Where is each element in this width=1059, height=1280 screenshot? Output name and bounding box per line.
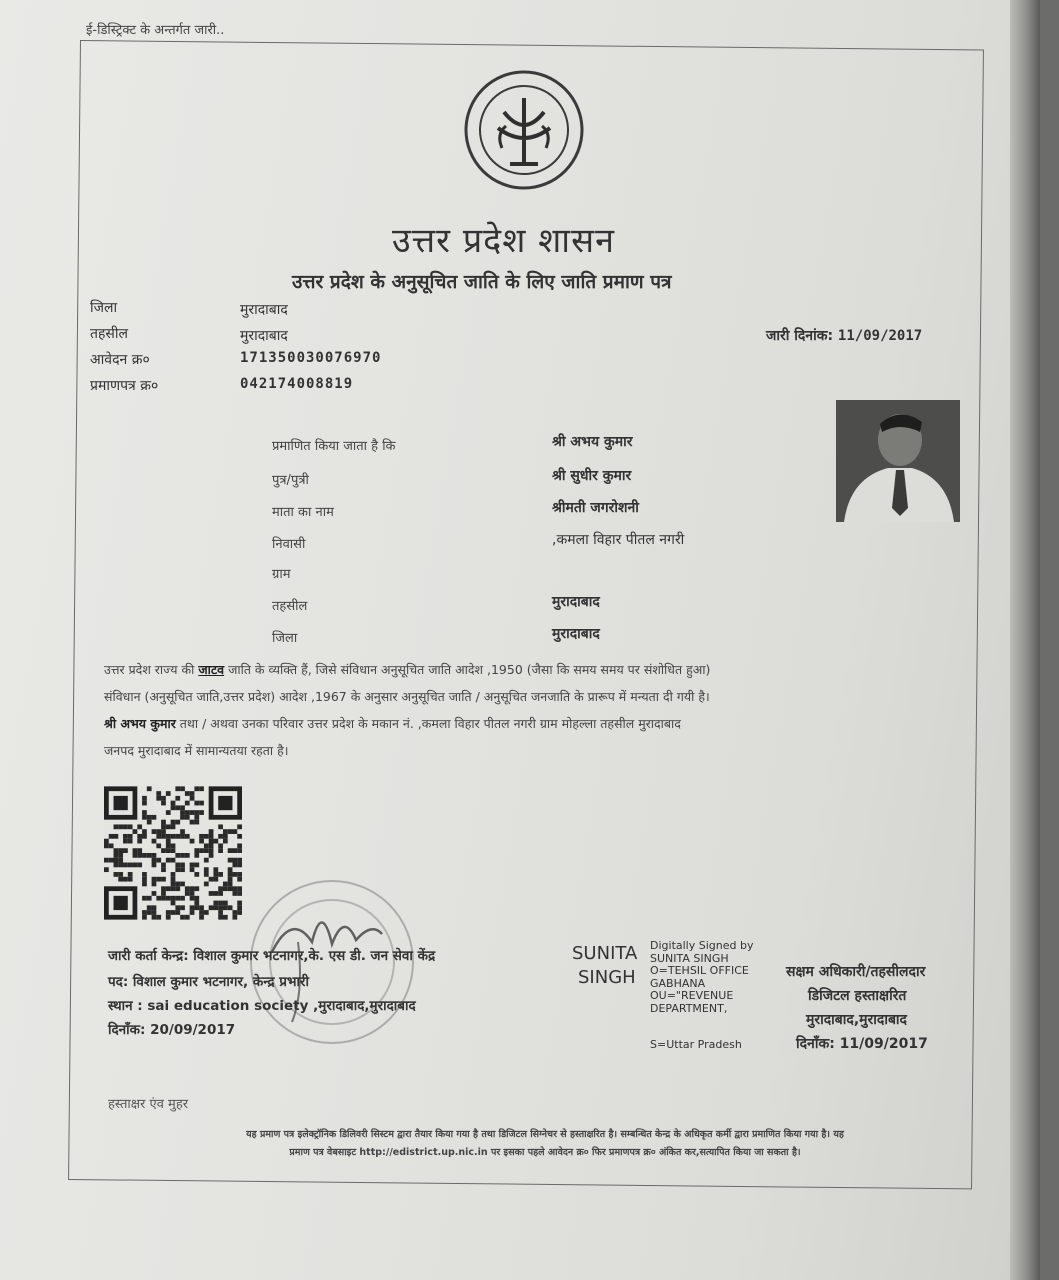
body-text-3: तथा / अथवा उनका परिवार उत्तर प्रदेश के मकान नं. ,कमला विहार पीतल नगरी ग्राम मोहल्ला तहसील मुरादाबाद bbox=[175, 716, 681, 731]
caste-name: जाटव bbox=[198, 662, 225, 677]
son-daughter-label: पुत्र/पुत्री bbox=[272, 473, 309, 488]
district-value: मुरादाबाद bbox=[240, 302, 288, 318]
dsig-line: OU="REVENUE bbox=[650, 989, 734, 1002]
qr-code-icon bbox=[104, 786, 242, 920]
field-district-value: मुरादाबाद bbox=[552, 626, 600, 642]
signature-and-seal-label: हस्ताक्षर एंव मुहर bbox=[108, 1097, 189, 1112]
issue-date bbox=[766, 326, 922, 345]
body-applicant-name: श्री अभय कुमार bbox=[104, 716, 176, 731]
issuer-post: पद: विशाल कुमार भटनागर, केन्द्र प्रभारी bbox=[108, 974, 309, 990]
tehsil-value: मुरादाबाद bbox=[240, 328, 288, 344]
officer-date: दिनाँक: 11/09/2017 bbox=[796, 1036, 928, 1052]
officer-title: सक्षम अधिकारी/तहसीलदार bbox=[786, 964, 926, 980]
application-no-label: आवेदन क्र० bbox=[90, 352, 150, 368]
footer-line-2: प्रमाण पत्र वेबसाइट http://edistrict.up.nic.in पर इसका पहले आवेदन क्र० फिर प्रमाणपत्र क्र० अंकित कर,सत्यापित किया जा सकता है। bbox=[289, 1147, 801, 1158]
district-label: जिला bbox=[90, 300, 118, 316]
dsig-line: GABHANA bbox=[650, 976, 706, 990]
issue-date-label: जारी दिनांक: bbox=[766, 328, 834, 344]
issuing-center: जारी कर्ता केन्द्र: विशाल कुमार भटनागर,के. एस डी. जन सेवा केंद्र bbox=[108, 948, 436, 964]
certificate-no-label: प्रमाणपत्र क्र० bbox=[90, 378, 159, 394]
footer-note bbox=[120, 1126, 970, 1162]
field-tehsil-value: मुरादाबाद bbox=[552, 594, 600, 610]
applicant-name: श्री अभय कुमार bbox=[552, 434, 633, 450]
dsig-line: SUNITA SINGH bbox=[650, 951, 729, 965]
dsig-line: DEPARTMENT, bbox=[650, 1001, 728, 1015]
field-district-label: जिला bbox=[272, 631, 298, 646]
certificate-subtitle: उत्तर प्रदेश के अनुसूचित जाति के लिए जाति प्रमाण पत्र bbox=[292, 271, 672, 293]
field-tehsil-label: तहसील bbox=[272, 599, 308, 614]
body-text-1b: जाति के व्यक्ति हैं, जिसे संविधान अनुसूचित जाति आदेश ,1950 (जैसा कि समय समय पर संशोधित हुआ) bbox=[224, 662, 711, 677]
mother-name-label: माता का नाम bbox=[272, 505, 334, 520]
issue-date-value: 11/09/2017 bbox=[837, 328, 923, 344]
applicant-photo-graphic bbox=[836, 400, 960, 522]
body-line-3 bbox=[104, 710, 954, 737]
certified-that-label: प्रमाणित किया जाता है कि bbox=[272, 439, 396, 454]
dsig-state: S=Uttar Pradesh bbox=[650, 1038, 742, 1051]
up-government-emblem-icon bbox=[462, 68, 586, 192]
dsig-line: O=TEHSIL OFFICE bbox=[650, 964, 749, 977]
officer-digital-signed: डिजिटल हस्ताक्षरित bbox=[808, 988, 907, 1004]
village-label: ग्राम bbox=[272, 567, 291, 582]
header-note: ई-डिस्ट्रिक्ट के अन्तर्गत जारी.. bbox=[86, 23, 225, 38]
paper-edge-shadow bbox=[1010, 0, 1040, 1280]
signer-name-line-2: SINGH bbox=[578, 967, 636, 988]
body-text-1a: उत्तर प्रदेश राज्य की bbox=[104, 662, 199, 677]
body-line-1 bbox=[104, 656, 954, 683]
issuer-place: स्थान : sai education society ,मुरादाबाद,मुरादाबाद bbox=[108, 998, 416, 1014]
page-title: उत्तर प्रदेश शासन bbox=[392, 221, 615, 261]
officer-location: मुरादाबाद,मुरादाबाद bbox=[806, 1012, 907, 1028]
resident-label: निवासी bbox=[272, 537, 306, 552]
body-line-4: जनपद मुरादाबाद में सामान्यतया रहता है। bbox=[104, 743, 289, 758]
signer-name-line-1: SUNITA bbox=[572, 943, 638, 964]
resident-value: ,कमला विहार पीतल नगरी bbox=[552, 532, 685, 548]
certificate-no-value: 042174008819 bbox=[240, 376, 354, 392]
applicant-photo-icon bbox=[836, 400, 960, 522]
mother-name: श्रीमती जगरोशनी bbox=[552, 500, 639, 516]
body-line-2: संविधान (अनुसूचित जाति,उत्तर प्रदेश) आदेश ,1967 के अनुसार अनुसूचित जाति / अनुसूचित जनजाति के प्रारूप में मन्यता दी गयी है। bbox=[104, 689, 710, 704]
signer-name bbox=[572, 942, 637, 990]
tehsil-label: तहसील bbox=[90, 326, 128, 342]
dsig-line: Digitally Signed by bbox=[650, 939, 754, 952]
certificate-body bbox=[104, 656, 954, 764]
application-no-value: 171350030076970 bbox=[240, 350, 382, 366]
father-name: श्री सुधीर कुमार bbox=[552, 468, 632, 484]
footer-line-1: यह प्रमाण पत्र इलेक्ट्रॉनिक डिलिवरी सिस्टम द्वारा तैयार किया गया है तथा डिजिटल सिग्नेचर से हस्ताक्षरित है। सम्बन्धित केन्द्र के अधिकृत कर्मी द्वारा प्रमाणित किया गया है। यह bbox=[246, 1129, 844, 1140]
issuer-date: दिनाँक: 20/09/2017 bbox=[108, 1022, 236, 1038]
digital-signature-details bbox=[650, 940, 753, 1015]
